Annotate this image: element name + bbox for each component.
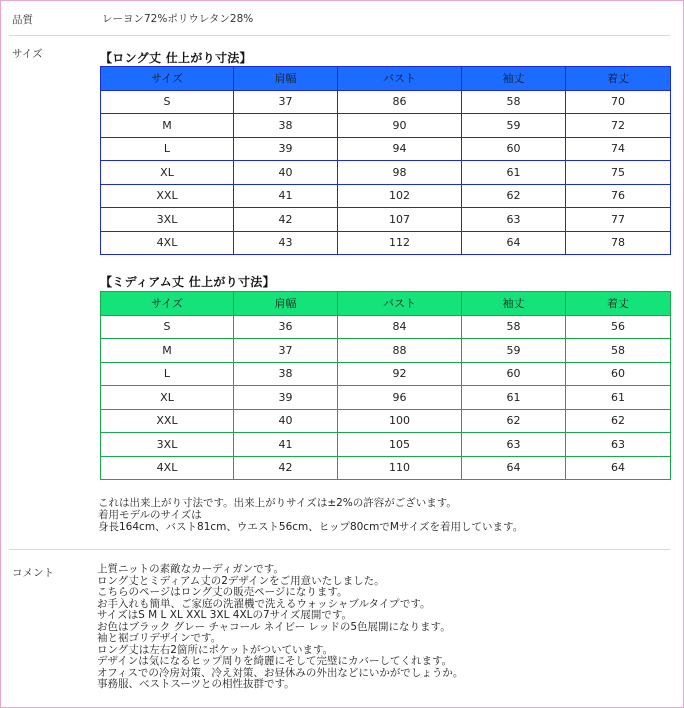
- cell-shoulder: 39: [234, 137, 338, 161]
- header-bust: バスト: [338, 67, 462, 91]
- cell-shoulder: 40: [234, 161, 338, 185]
- cell-sleeve: 62: [462, 184, 566, 208]
- comment-line: ロング丈は左右2箇所にポケットがついています。: [97, 643, 334, 656]
- cell-shoulder: 42: [234, 456, 338, 480]
- cell-size: 3XL: [101, 208, 234, 232]
- cell-size: 3XL: [101, 433, 234, 457]
- comment-line: お色はブラック グレー チャコール ネイビー レッドの5色展開になります。: [97, 620, 451, 633]
- size-note-2: 着用モデルのサイズは: [98, 509, 202, 521]
- cell-size: S: [101, 315, 234, 339]
- cell-sleeve: 60: [462, 137, 566, 161]
- cell-bust: 88: [338, 339, 462, 363]
- table-row: [101, 137, 671, 161]
- cell-sleeve: 64: [462, 231, 566, 255]
- cell-sleeve: 58: [462, 315, 566, 339]
- cell-size: M: [101, 114, 234, 138]
- quality-value: レーヨン72%ポリウレタン28%: [102, 13, 254, 25]
- table-row: [101, 386, 671, 410]
- cell-shoulder: 42: [234, 208, 338, 232]
- cell-bust: 107: [338, 208, 462, 232]
- table-row: [101, 456, 671, 480]
- cell-bust: 102: [338, 184, 462, 208]
- header-bust: バスト: [338, 292, 462, 316]
- table-header-row: [101, 67, 671, 91]
- medium-size-table: [100, 291, 671, 480]
- table-row: [101, 161, 671, 185]
- comment-text: [97, 564, 463, 691]
- cell-length: 70: [566, 90, 671, 114]
- cell-length: 63: [566, 433, 671, 457]
- cell-bust: 112: [338, 231, 462, 255]
- quality-label: 品質: [12, 14, 33, 26]
- cell-length: 60: [566, 362, 671, 386]
- table-row: [101, 208, 671, 232]
- cell-shoulder: 37: [234, 90, 338, 114]
- cell-shoulder: 41: [234, 184, 338, 208]
- medium-table-title: 【ミディアム丈 仕上がり寸法】: [100, 275, 275, 289]
- cell-sleeve: 63: [462, 433, 566, 457]
- cell-bust: 94: [338, 137, 462, 161]
- cell-size: XL: [101, 386, 234, 410]
- comment-line: オフィスでの冷房対策、冷え対策、お昼休みの外出などにいかがでしょうか。: [97, 666, 464, 679]
- header-size: サイズ: [101, 67, 234, 91]
- comment-line: 事務服、ベストスーツとの相性抜群です。: [97, 678, 295, 690]
- cell-shoulder: 38: [234, 362, 338, 386]
- table-row: [101, 90, 671, 114]
- cell-shoulder: 43: [234, 231, 338, 255]
- cell-bust: 84: [338, 315, 462, 339]
- cell-length: 58: [566, 339, 671, 363]
- table-row: [101, 362, 671, 386]
- cell-length: 56: [566, 315, 671, 339]
- comment-line: お手入れも簡単、ご家庭の洗濯機で洗えるウォッシャブルタイプです。: [97, 597, 431, 610]
- comment-line: サイズはS M L XL XXL 3XL 4XLの7サイズ展開です。: [97, 609, 352, 621]
- table-row: [101, 433, 671, 457]
- cell-shoulder: 41: [234, 433, 338, 457]
- size-note-3: 身長164cm、バスト81cm、ウエスト56cm、ヒップ80cmでMサイズを着用しています。: [98, 521, 524, 533]
- cell-shoulder: 39: [234, 386, 338, 410]
- cell-size: L: [101, 362, 234, 386]
- cell-sleeve: 63: [462, 208, 566, 232]
- cell-length: 72: [566, 114, 671, 138]
- cell-sleeve: 59: [462, 339, 566, 363]
- medium-table-body: [101, 315, 671, 480]
- cell-length: 76: [566, 184, 671, 208]
- cell-bust: 98: [338, 161, 462, 185]
- header-shoulder: 肩幅: [234, 292, 338, 316]
- header-length: 着丈: [566, 292, 671, 316]
- comment-line: ロング丈とミディアム丈の2デザインをご用意いたしました。: [97, 574, 385, 587]
- table-row: [101, 409, 671, 433]
- comment-line: こちらのページはロング丈の販売ページになります。: [97, 586, 348, 598]
- cell-bust: 105: [338, 433, 462, 457]
- table-row: [101, 114, 671, 138]
- table-row: [101, 315, 671, 339]
- long-size-table: [100, 66, 671, 255]
- cell-shoulder: 36: [234, 315, 338, 339]
- cell-sleeve: 61: [462, 161, 566, 185]
- comment-line: 袖と裾ゴリデザインです。: [97, 632, 222, 644]
- header-sleeve: 袖丈: [462, 67, 566, 91]
- cell-shoulder: 38: [234, 114, 338, 138]
- cell-bust: 100: [338, 409, 462, 433]
- cell-bust: 86: [338, 90, 462, 114]
- cell-size: S: [101, 90, 234, 114]
- cell-sleeve: 59: [462, 114, 566, 138]
- comment-line: デザインは気になるヒップ周りを綺麗にそして完璧にカバーしてくれます。: [97, 655, 453, 667]
- cell-size: M: [101, 339, 234, 363]
- divider: [9, 35, 670, 36]
- cell-length: 64: [566, 456, 671, 480]
- cell-size: XXL: [101, 184, 234, 208]
- table-header-row: [101, 292, 671, 316]
- cell-sleeve: 60: [462, 362, 566, 386]
- divider: [9, 549, 670, 550]
- cell-sleeve: 58: [462, 90, 566, 114]
- cell-length: 77: [566, 208, 671, 232]
- cell-size: 4XL: [101, 456, 234, 480]
- header-length: 着丈: [566, 67, 671, 91]
- cell-sleeve: 62: [462, 409, 566, 433]
- cell-length: 78: [566, 231, 671, 255]
- cell-length: 75: [566, 161, 671, 185]
- cell-size: 4XL: [101, 231, 234, 255]
- long-table-title: 【ロング丈 仕上がり寸法】: [100, 51, 252, 65]
- cell-shoulder: 37: [234, 339, 338, 363]
- cell-size: XL: [101, 161, 234, 185]
- cell-bust: 90: [338, 114, 462, 138]
- cell-sleeve: 64: [462, 456, 566, 480]
- cell-sleeve: 61: [462, 386, 566, 410]
- table-row: [101, 231, 671, 255]
- cell-bust: 110: [338, 456, 462, 480]
- cell-bust: 96: [338, 386, 462, 410]
- cell-size: L: [101, 137, 234, 161]
- comment-line: 上質ニットの素敵なカーディガンです。: [97, 563, 284, 575]
- comment-label: コメント: [12, 567, 54, 579]
- cell-length: 62: [566, 409, 671, 433]
- cell-shoulder: 40: [234, 409, 338, 433]
- table-row: [101, 339, 671, 363]
- table-row: [101, 184, 671, 208]
- cell-length: 74: [566, 137, 671, 161]
- size-note-1: これは出来上がり寸法です。出来上がりサイズは±2%の許容がございます。: [98, 497, 457, 509]
- header-size: サイズ: [101, 292, 234, 316]
- size-label: サイズ: [12, 48, 43, 60]
- long-table-body: [101, 90, 671, 255]
- cell-bust: 92: [338, 362, 462, 386]
- header-shoulder: 肩幅: [234, 67, 338, 91]
- cell-size: XXL: [101, 409, 234, 433]
- header-sleeve: 袖丈: [462, 292, 566, 316]
- cell-length: 61: [566, 386, 671, 410]
